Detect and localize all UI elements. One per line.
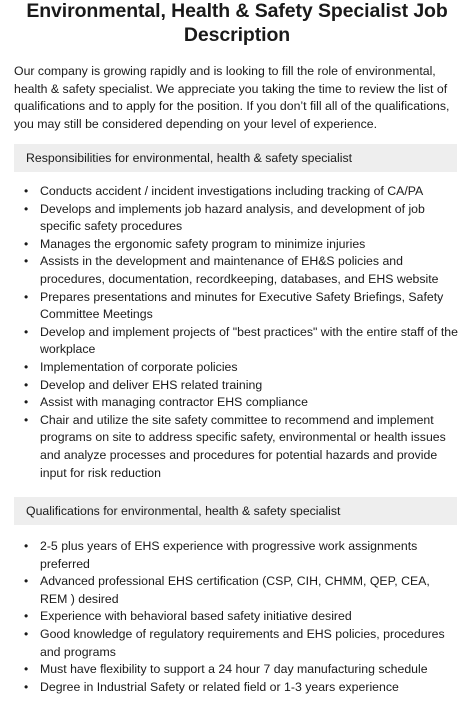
- list-item: • Experience with behavioral based safety initiative desired: [14, 608, 460, 626]
- qualifications-heading: Qualifications for environmental, health & safety specialist: [14, 497, 457, 525]
- list-item: • Assist with managing contractor EHS compliance: [14, 394, 460, 412]
- list-item: • Implementation of corporate policies: [14, 359, 460, 377]
- responsibilities-heading: Responsibilities for environmental, health & safety specialist: [14, 144, 457, 172]
- list-item: • Good knowledge of regulatory requirements and EHS policies, procedures and programs: [14, 626, 460, 661]
- list-item: • Develop and deliver EHS related training: [14, 377, 460, 395]
- list-item: • Develop and implement projects of "best practices" with the entire staff of the workplace: [14, 324, 460, 359]
- list-item: • 2-5 plus years of EHS experience with progressive work assignments preferred: [14, 538, 460, 573]
- responsibilities-list: [14, 183, 460, 482]
- list-item: • Advanced professional EHS certification (CSP, CIH, CHMM, QEP, CEA, REM ) desired: [14, 573, 460, 608]
- list-item: • Chair and utilize the site safety committee to recommend and implement programs on site to address specific safety, environmental or health issues and analyze processes and procedures for potential hazards and provide input for risk reduction: [14, 412, 460, 482]
- list-item: • Degree in Industrial Safety or related field or 1-3 years experience: [14, 679, 460, 697]
- page-title: Environmental, Health & Safety Specialist Job Description: [26, 0, 448, 46]
- list-item: • Assists in the development and maintenance of EH&S policies and procedures, documentation, recordkeeping, databases, and EHS website: [14, 253, 460, 288]
- list-item: • Must have flexibility to support a 24 hour 7 day manufacturing schedule: [14, 661, 460, 679]
- intro-paragraph: Our company is growing rapidly and is looking to fill the role of environmental, health & safety specialist. We appreciate you taking the time to review the list of qualifications and to apply for the position. If you don’t fill all of the qualifications, you may still be considered depending on your level of experience.: [14, 64, 450, 131]
- list-item: • Develops and implements job hazard analysis, and development of job specific safety procedures: [14, 201, 460, 236]
- list-item: • Manages the ergonomic safety program to minimize injuries: [14, 236, 460, 254]
- list-item: • Conducts accident / incident investigations including tracking of CA/PA: [14, 183, 460, 201]
- list-item: • Prepares presentations and minutes for Executive Safety Briefings, Safety Committee Meetings: [14, 289, 460, 324]
- qualifications-list: [14, 538, 460, 696]
